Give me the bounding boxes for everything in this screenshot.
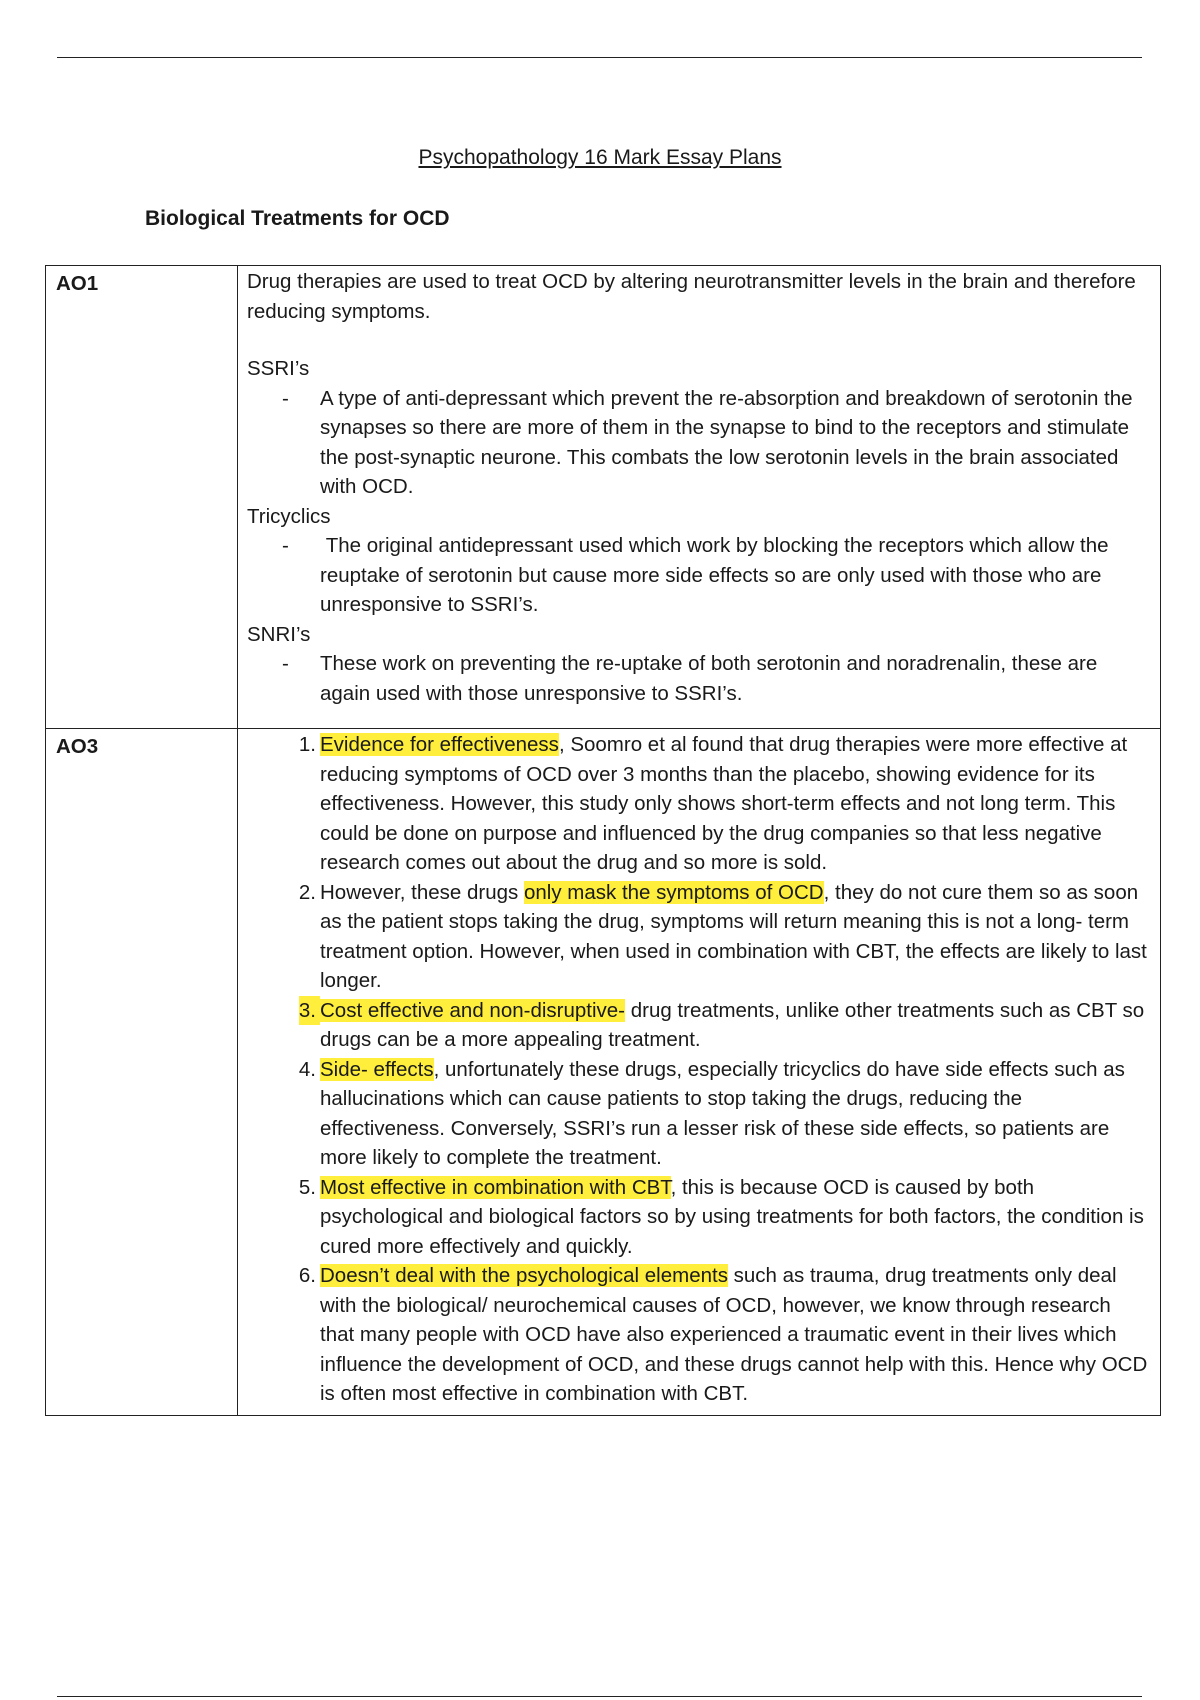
ao1-group-heading: SNRI’s: [247, 622, 311, 646]
ao1-group-heading: SSRI’s: [247, 357, 310, 380]
ao3-point: 3. Cost effective and non-disruptive- drug treatments, unlike other treatments such as CBT so drugs can be a more appealing treatment.: [247, 996, 1150, 1055]
ao1-content: [238, 266, 1161, 729]
ao3-point-number: 6.: [298, 1264, 316, 1287]
ao3-point-highlight: Cost effective and non-disruptive-: [320, 998, 626, 1022]
ao3-point-highlight: Side- effects: [320, 1057, 434, 1081]
document-title: Psychopathology 16 Mark Essay Plans: [418, 146, 782, 169]
ao3-point-highlight: Doesn’t deal with the psychological elements: [320, 1264, 728, 1287]
ao3-point-number: 3.: [299, 996, 320, 1026]
footer-rule: [57, 1696, 1142, 1697]
ao1-bullet-text: The original antidepressant used which work by blocking the receptors which allow the reuptake of serotonin but cause more side effects so are only used with those who are unresponsive to SSRI’s.: [320, 534, 1115, 616]
ao3-point-number: 1.: [298, 733, 316, 756]
ao1-bullet-text: These work on preventing the re-uptake of both serotonin and noradrenalin, these are again used with those unresponsive to SSRI’s.: [320, 652, 1098, 705]
ao1-bullet: - The original antidepressant used which work by blocking the receptors which allow the reuptake of serotonin but cause more side effects so are only used with those who are unresponsive to SSRI’s.: [247, 531, 1150, 620]
ao3-point-number: 4.: [298, 1057, 316, 1081]
ao1-row: [46, 266, 1161, 729]
ao3-point-highlight: Most effective in combination with CBT: [320, 1175, 671, 1199]
ao3-points-list: [247, 730, 1150, 1409]
ao3-point: 1. Evidence for effectiveness, Soomro et al found that drug therapies were more effective at reducing symptoms of OCD over 3 months than the placebo, showing evidence for its effectiveness. However, this study only shows short-term effects and not long term. This could be done on purpose and influenced by the drug companies so that less negative research comes out about the drug and so more is sold.: [247, 730, 1150, 878]
essay-plan-table: [45, 265, 1161, 1416]
section-heading: Biological Treatments for OCD: [145, 207, 450, 230]
header-rule: [57, 57, 1142, 58]
ao1-bullet: - A type of anti-depressant which prevent the re-absorption and breakdown of serotonin the synapses so there are more of them in the synapse to bind to the receptors and stimulate the post-synaptic neurone. This combats the low serotonin levels in the brain associated with OCD.: [247, 384, 1150, 502]
ao1-bullet: - These work on preventing the re-uptake of both serotonin and noradrenalin, these are again used with those unresponsive to SSRI’s.: [247, 649, 1150, 708]
ao3-row: [46, 729, 1161, 1416]
ao3-point-highlight: only mask the symptoms of OCD: [523, 880, 824, 904]
ao3-point: 5. Most effective in combination with CBT, this is because OCD is caused by both psychological and biological factors so by using treatments for both factors, the condition is cured more effectively and quickly.: [247, 1173, 1150, 1262]
ao3-point-number: 2.: [298, 880, 316, 904]
ao1-intro: Drug therapies are used to treat OCD by altering neurotransmitter levels in the brain and therefore reducing symptoms.: [247, 270, 1136, 323]
ao3-point: 4. Side- effects, unfortunately these drugs, especially tricyclics do have side effects such as hallucinations which can cause patients to stop taking the drugs, reducing the effectiveness. Conversely, SSRI’s run a lesser risk of these side effects, so patients are more likely to complete the treatment.: [247, 1055, 1150, 1173]
ao3-point-highlight: Evidence for effectiveness: [320, 733, 559, 756]
ao3-label: AO3: [46, 729, 238, 1416]
ao3-content: [238, 729, 1161, 1416]
ao1-bullet-text: A type of anti-depressant which prevent the re-absorption and breakdown of serotonin the synapses so there are more of them in the synapse to bind to the receptors and stimulate the post-synaptic neurone. This combats the low serotonin levels in the brain associated with OCD.: [320, 386, 1133, 498]
ao3-point: 6. Doesn’t deal with the psychological elements such as trauma, drug treatments only deal with the biological/ neurochemical causes of OCD, however, we know through research that many people with OCD have also experienced a traumatic event in their lives which influence the development of OCD, and these drugs cannot help with this. Hence why OCD is often most effective in combination with CBT.: [247, 1261, 1150, 1409]
ao3-point-number: 5.: [298, 1175, 316, 1199]
ao3-point: 2. However, these drugs only mask the symptoms of OCD, they do not cure them so as soon as the patient stops taking the drug, symptoms will return meaning this is not a long- term treatment option. However, when used in combination with CBT, the effects are likely to last longer.: [247, 878, 1150, 996]
ao1-label: AO1: [46, 266, 238, 729]
ao1-group-heading: Tricyclics: [247, 504, 331, 528]
